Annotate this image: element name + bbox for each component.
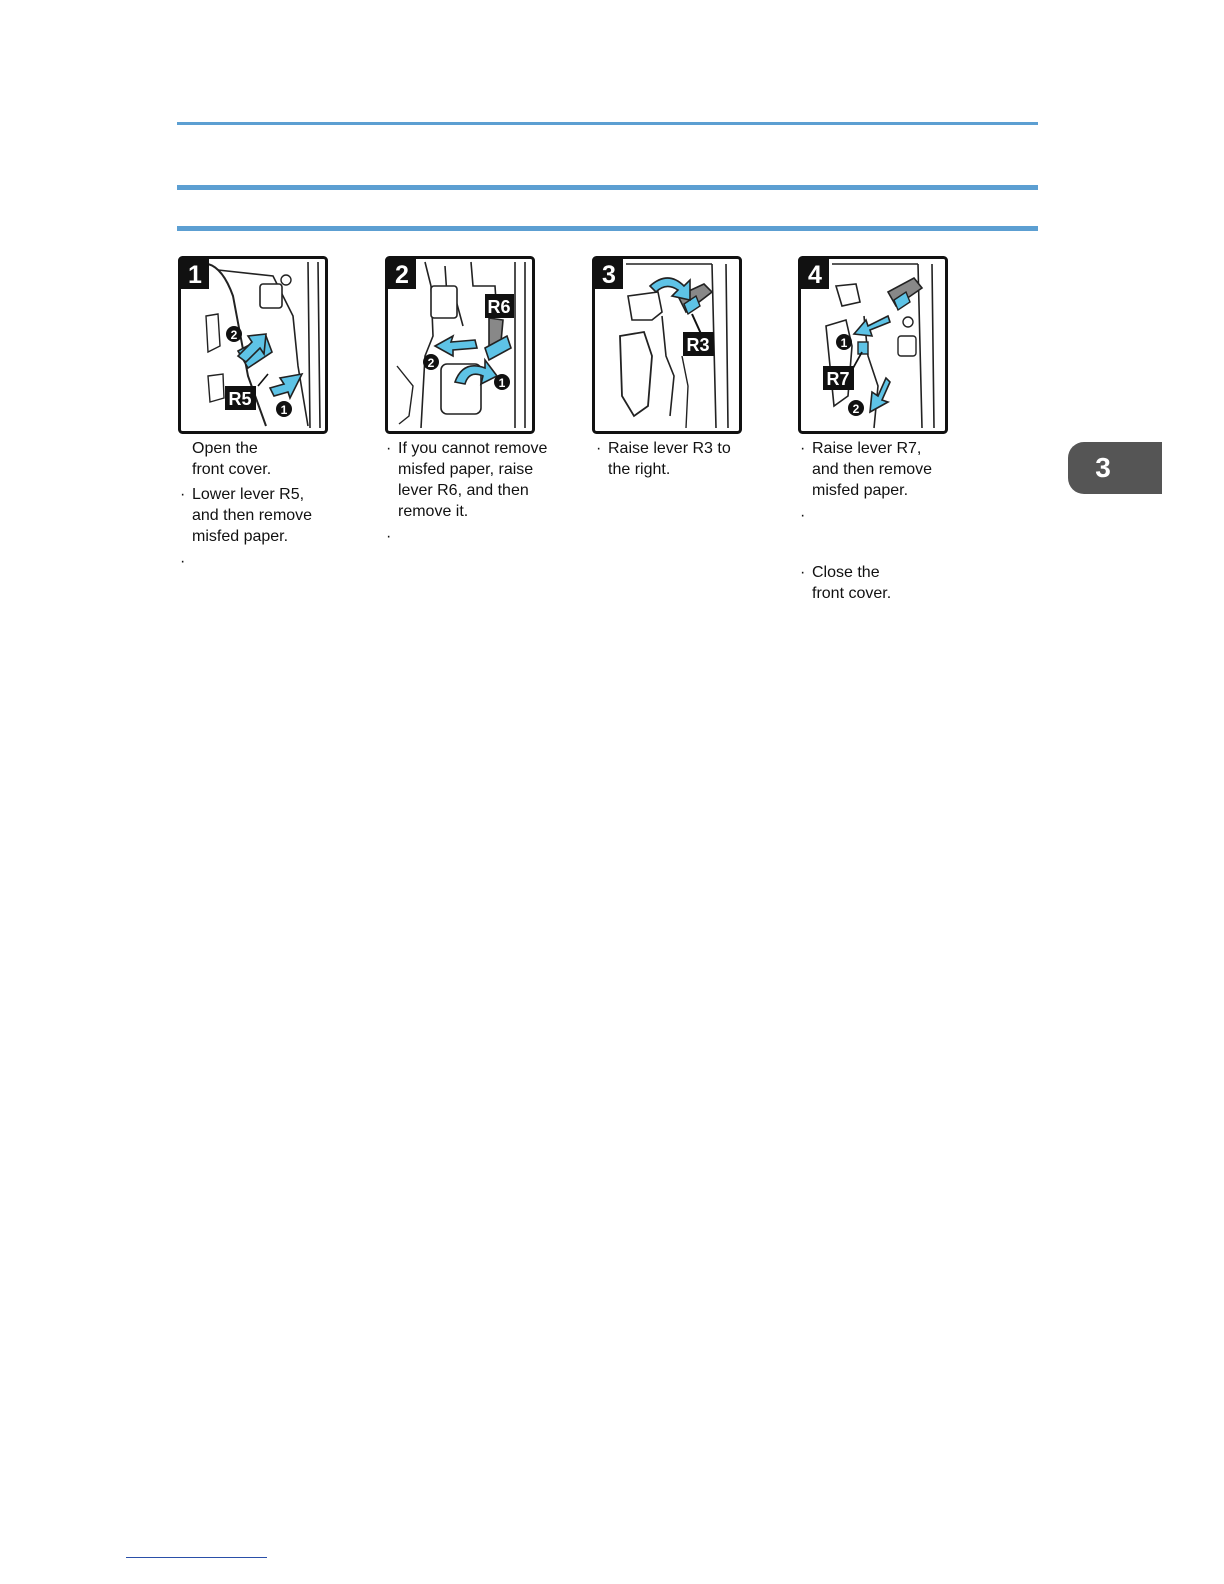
- step-4-para-3: [800, 562, 970, 604]
- step-1-para-1: [180, 438, 350, 480]
- header-rule-middle: [177, 185, 1038, 190]
- text-line: misfed paper, raise: [398, 461, 534, 478]
- svg-text:1: 1: [280, 403, 288, 417]
- bullet: ·: [386, 528, 392, 545]
- step-1-para-3: [180, 551, 350, 572]
- bullet: ·: [800, 440, 806, 457]
- step-3-lever-label: R3: [686, 335, 710, 355]
- bullet: ·: [386, 440, 392, 457]
- svg-text:2: 2: [230, 328, 238, 342]
- text-line: front cover.: [192, 461, 272, 478]
- step-4-illustration: [798, 256, 948, 434]
- text-line: Open the: [192, 440, 258, 457]
- step-4-para-2: [800, 505, 970, 558]
- step-1-illustration: [178, 256, 328, 434]
- text-line: If you cannot remove: [398, 440, 548, 457]
- text-line: the right.: [608, 461, 671, 478]
- bullet: ·: [180, 486, 186, 503]
- step-1-para-2: [180, 484, 350, 547]
- text-line: misfed paper.: [812, 482, 909, 499]
- step-2-number: 2: [395, 261, 409, 289]
- step-4-number: 4: [808, 261, 822, 289]
- step-4-lever-label: R7: [826, 369, 850, 389]
- step-3-instructions: [596, 438, 766, 484]
- bullet: ·: [180, 553, 186, 570]
- step-2-illustration: [385, 256, 535, 434]
- text-line: Raise lever R7,: [812, 440, 922, 457]
- chapter-tab[interactable]: [1068, 442, 1162, 494]
- text-line: and then remove: [812, 461, 933, 478]
- step-4-para-1: [800, 438, 970, 501]
- step-2-para-2: [386, 526, 571, 547]
- bullet: ·: [596, 440, 602, 457]
- step-2-lever-label: R6: [487, 297, 511, 317]
- header-rule-bottom: [177, 226, 1038, 231]
- text-line: Raise lever R3 to: [608, 440, 731, 457]
- svg-text:2: 2: [427, 356, 435, 370]
- footer-link-underline[interactable]: [126, 1557, 267, 1558]
- step-4-instructions: [800, 438, 970, 608]
- text-line: front cover.: [812, 585, 892, 602]
- text-line: and then remove: [192, 507, 313, 524]
- text-line: Lower lever R5,: [192, 486, 305, 503]
- step-3-para-1: [596, 438, 766, 480]
- text-line: misfed paper.: [192, 528, 289, 545]
- step-1-instructions: [180, 438, 350, 576]
- text-line: Close the: [812, 564, 880, 581]
- svg-text:1: 1: [840, 336, 848, 350]
- bullet: ·: [800, 507, 806, 524]
- text-line: remove it.: [398, 503, 469, 520]
- step-3-illustration: [592, 256, 742, 434]
- svg-text:1: 1: [498, 376, 506, 390]
- step-3-number: 3: [602, 261, 616, 289]
- step-2-instructions: [386, 438, 571, 551]
- svg-text:2: 2: [852, 402, 860, 416]
- chapter-number: 3: [1095, 452, 1111, 483]
- step-1-number: 1: [188, 261, 202, 289]
- header-rule-top: [177, 122, 1038, 125]
- step-1-lever-label: R5: [228, 389, 252, 409]
- text-line: lever R6, and then: [398, 482, 529, 499]
- step-2-para-1: [386, 438, 571, 522]
- bullet: ·: [800, 564, 806, 581]
